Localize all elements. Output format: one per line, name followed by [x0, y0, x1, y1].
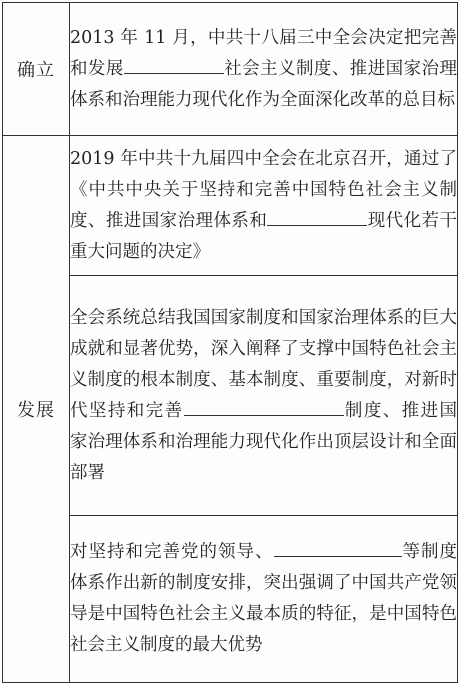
develop-cell-2	[70, 276, 458, 516]
establish-cell	[70, 3, 458, 136]
row-label-establish: 确立	[3, 3, 70, 136]
develop-text-1: 2019 年中共十九届四中全会在北京召开，通过了《中共中央关于坚持和完善中国特色社会主义制度、推进国家治理体系和 现代化若干重大问题的决定》	[70, 148, 457, 262]
table-row	[3, 3, 458, 136]
fill-in-blank[interactable]	[274, 537, 402, 557]
fill-in-blank[interactable]	[267, 206, 367, 226]
establish-text: 2013 年 11 月，中共十八届三中全会决定把完善和发展 社会主义制度、推进国家治理体系和治理能力现代化作为全面深化改革的总目标	[70, 27, 457, 110]
row-label-develop: 发展	[3, 136, 70, 683]
fill-in-blank[interactable]	[184, 396, 344, 416]
develop-text-3: 对坚持和完善党的领导、 等制度体系作出新的制度安排，突出强调了中国共产党领导是中国特色社会主义最本质的特征，是中国特色社会主义制度的最大优势	[70, 537, 457, 661]
develop-text-2: 全会系统总结我国国家制度和国家治理体系的巨大成就和显著优势，深入阐释了支撑中国特色社会主义制度的根本制度、基本制度、重要制度，对新时代坚持和完善 制度、推进国家治理体系和治理能力现代化作出顶层设计和全面部署	[70, 307, 457, 483]
info-table	[2, 2, 458, 683]
table-row	[3, 516, 458, 683]
fill-in-blank[interactable]	[124, 54, 224, 74]
develop-cell-3	[70, 516, 458, 683]
table-row	[3, 276, 458, 516]
develop-cell-1	[70, 136, 458, 276]
table-row	[3, 136, 458, 276]
